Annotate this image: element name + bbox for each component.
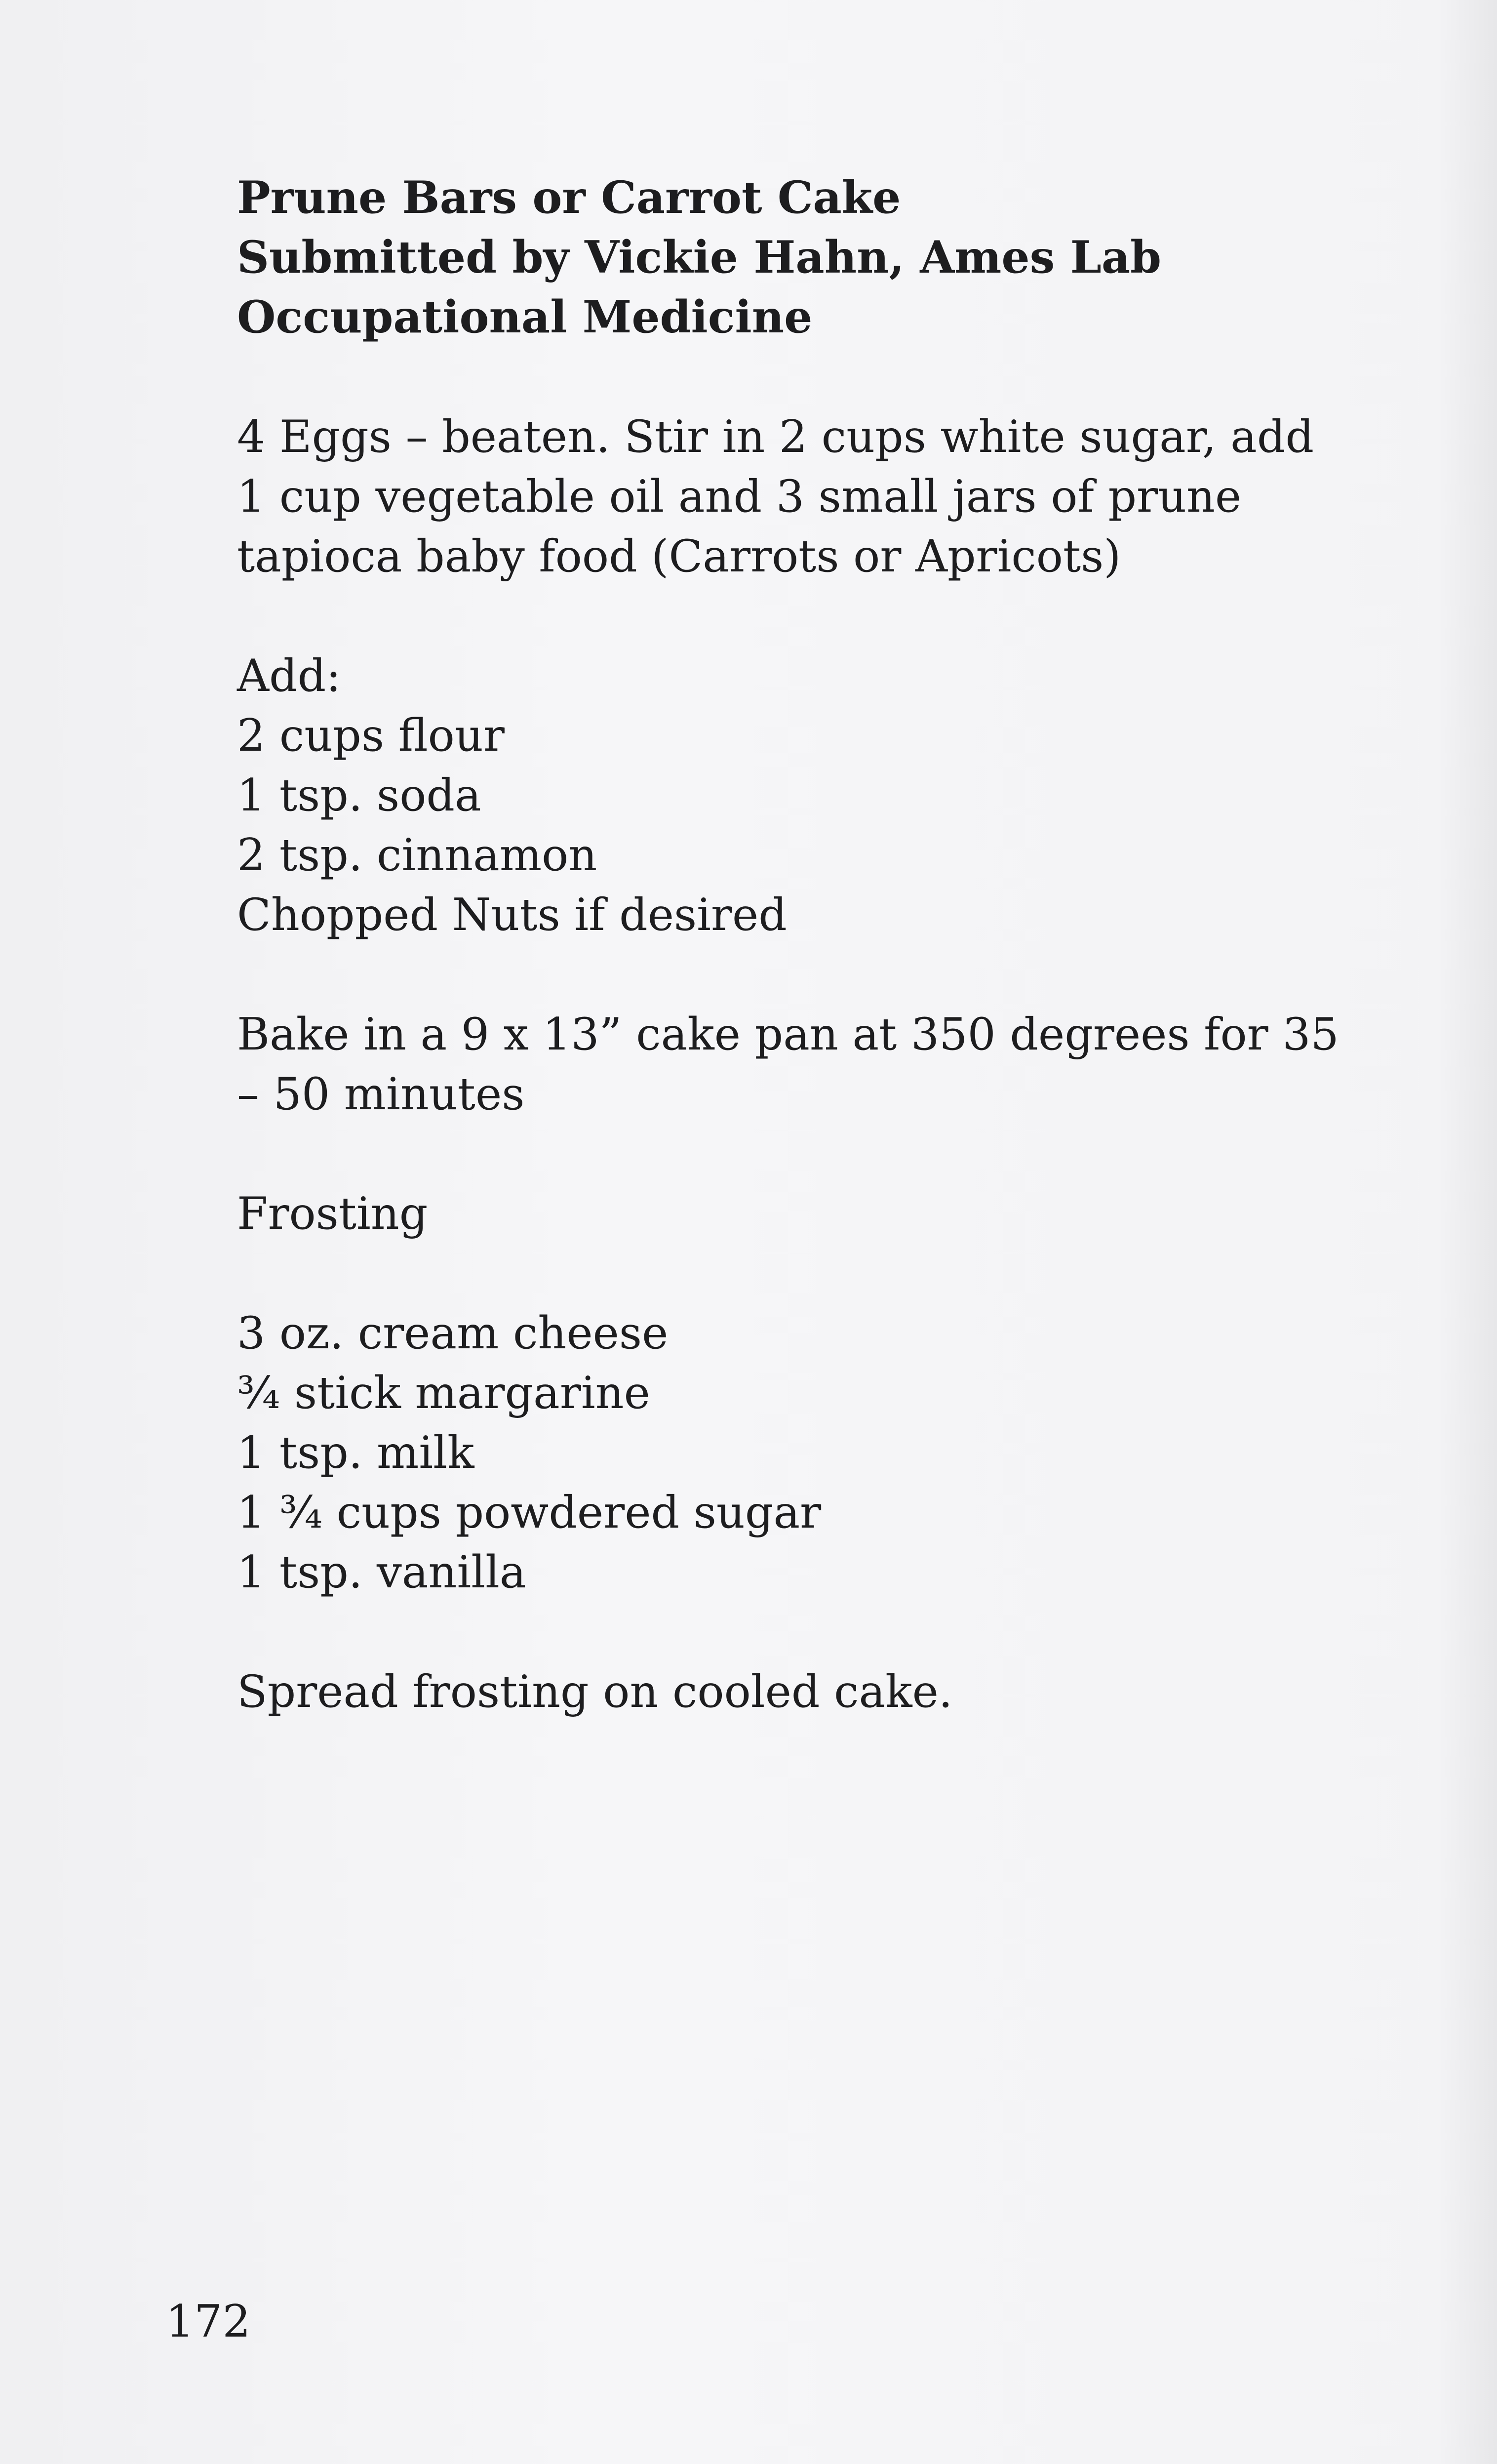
recipe-content [237, 168, 1382, 1722]
recipe-title: Prune Bars or Carrot Cake [237, 171, 901, 224]
intro-line: tapioca baby food (Carrots or Apricots) [237, 530, 1121, 582]
page-number: 172 [166, 2296, 251, 2347]
frosting-item: 1 ¾ cups powdered sugar [237, 1487, 822, 1538]
add-item: 2 tsp. cinnamon [237, 829, 597, 881]
spacer [237, 1124, 1382, 1184]
spacer [237, 945, 1382, 1005]
add-heading: Add: [237, 650, 341, 702]
spacer [237, 347, 1382, 407]
recipe-department: Occupational Medicine [237, 291, 813, 343]
add-item: Chopped Nuts if desired [237, 889, 787, 941]
frosting-heading: Frosting [237, 1188, 428, 1240]
frosting-item: 1 tsp. milk [237, 1427, 474, 1479]
add-item: 2 cups flour [237, 710, 505, 762]
frosting-item: 1 tsp. vanilla [237, 1546, 526, 1598]
frosting-item: 3 oz. cream cheese [237, 1307, 669, 1359]
recipe-submitter: Submitted by Vickie Hahn, Ames Lab [237, 231, 1162, 283]
closing-instruction: Spread frosting on cooled cake. [237, 1666, 953, 1718]
bake-line: – 50 minutes [237, 1068, 525, 1120]
spacer [237, 1602, 1382, 1662]
page-edge-shadow [1438, 0, 1497, 2464]
frosting-item: ¾ stick margarine [237, 1367, 650, 1419]
add-item: 1 tsp. soda [237, 769, 481, 821]
intro-line: 4 Eggs – beaten. Stir in 2 cups white sugar, add [237, 411, 1314, 463]
spacer [237, 586, 1382, 646]
bake-line: Bake in a 9 x 13” cake pan at 350 degrees for 35 [237, 1009, 1339, 1060]
intro-line: 1 cup vegetable oil and 3 small jars of prune [237, 471, 1242, 523]
spacer [237, 1244, 1382, 1303]
